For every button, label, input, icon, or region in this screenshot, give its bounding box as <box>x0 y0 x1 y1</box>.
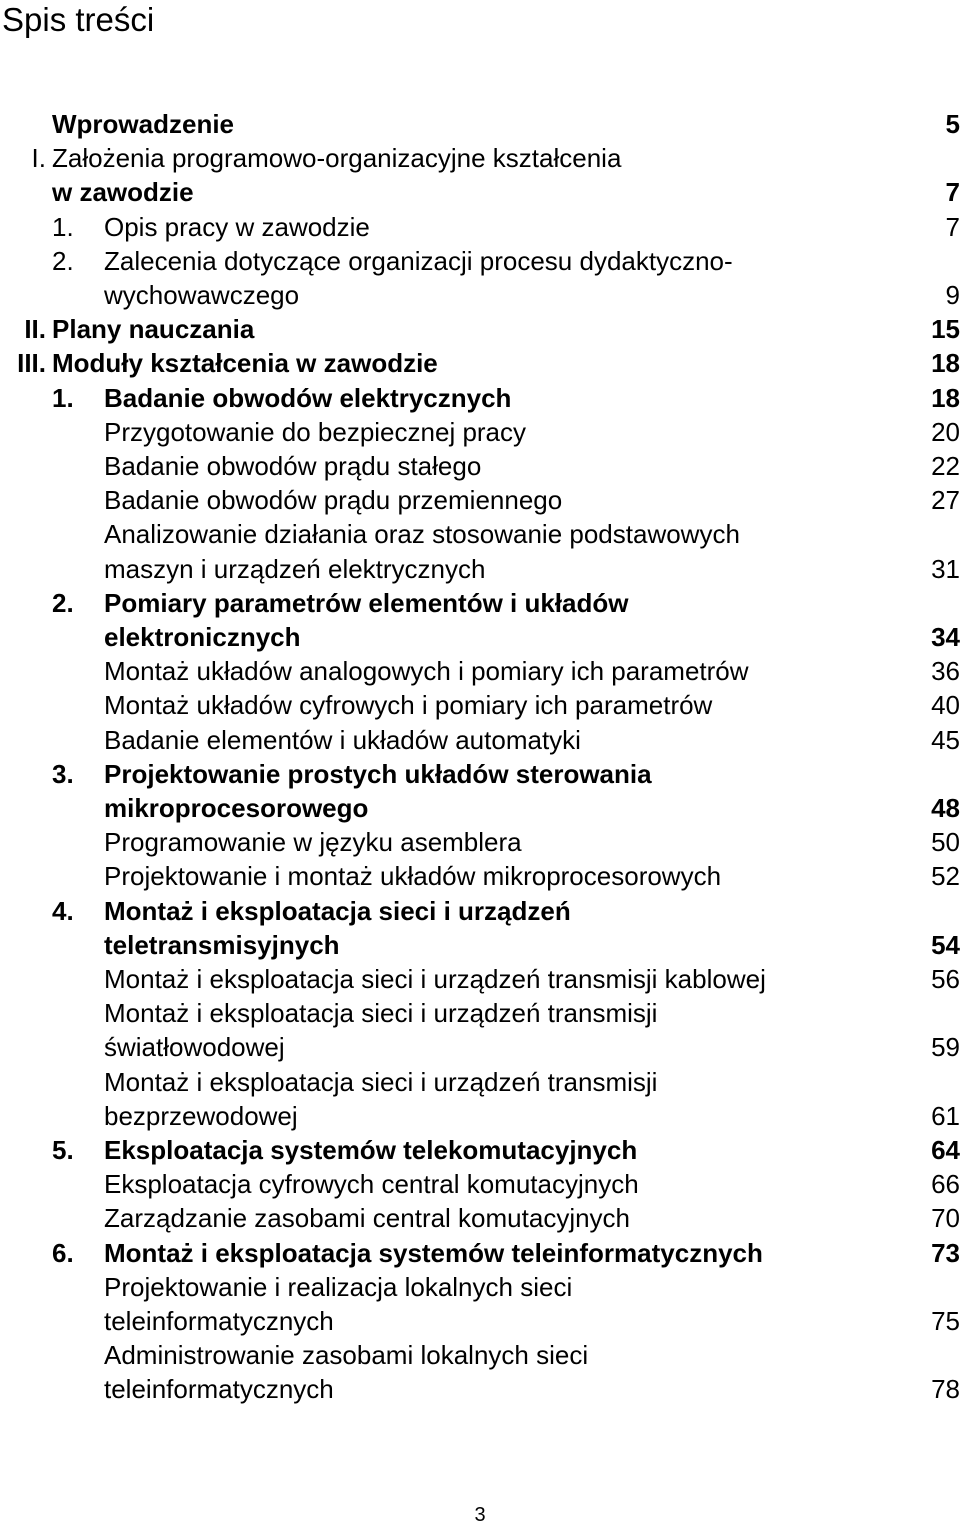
toc-entry-text: Moduły kształcenia w zawodzie <box>52 348 438 379</box>
toc-entry <box>0 654 960 688</box>
toc-entry-text: Zarządzanie zasobami central komutacyjnych <box>104 1203 631 1234</box>
toc-entry <box>0 825 960 859</box>
toc-entry-page: 73 <box>931 1237 960 1268</box>
toc-entry <box>0 483 960 517</box>
toc-entry-number: 4. <box>52 895 74 926</box>
toc-entry <box>0 996 960 1030</box>
toc-entry <box>0 688 960 722</box>
toc-entry-number: 1. <box>52 211 74 242</box>
toc-entry-text: Badanie obwodów prądu stałego <box>104 451 482 481</box>
toc-entry-number: 2. <box>52 587 74 618</box>
toc-entry-text: Projektowanie prostych układów sterowania <box>104 758 652 789</box>
toc-entry <box>0 962 960 996</box>
toc-entry-page: 56 <box>931 964 960 994</box>
toc-entry-page: 70 <box>931 1203 960 1234</box>
toc-entry <box>0 552 960 586</box>
toc-entry <box>0 1133 960 1167</box>
toc-entry <box>0 586 960 620</box>
toc-entry <box>0 415 960 449</box>
toc-entry-page: 15 <box>931 314 960 345</box>
toc-entry-number: 1. <box>52 382 74 413</box>
toc-entry-text: teletransmisyjnych <box>104 929 340 960</box>
toc-entry <box>0 517 960 551</box>
toc-entry-page: 61 <box>931 1100 960 1131</box>
toc-entry-text: Plany nauczania <box>52 314 255 345</box>
page-title: Spis treści <box>2 1 155 38</box>
toc-entry-page: 50 <box>931 827 960 858</box>
toc-entry-text: elektronicznych <box>104 622 301 652</box>
toc-entry-text: Badanie elementów i układów automatyki <box>104 724 581 755</box>
toc-entry <box>0 1099 960 1133</box>
toc-entry <box>0 141 960 175</box>
toc-entry-text: Analizowanie działania oraz stosowanie podstawowych <box>104 519 740 550</box>
toc-entry-text: w zawodzie <box>52 177 194 208</box>
toc-entry-text: Przygotowanie do bezpiecznej pracy <box>104 416 527 447</box>
toc-entry-text: teleinformatycznych <box>104 1306 334 1336</box>
toc-entry <box>0 312 960 346</box>
toc-entry-page: 54 <box>931 929 960 960</box>
toc-entry-number: 5. <box>52 1135 74 1165</box>
toc-entry <box>0 859 960 893</box>
toc-entry-page: 45 <box>931 724 960 755</box>
toc-entry-page: 18 <box>931 348 960 379</box>
toc-entry <box>0 346 960 380</box>
toc-entry <box>0 449 960 483</box>
toc-entry-text: Eksploatacja systemów telekomutacyjnych <box>104 1135 638 1165</box>
toc-entry-number: 6. <box>52 1237 74 1268</box>
toc-entry-page: 52 <box>931 861 960 892</box>
toc-entry-text: Montaż i eksploatacja sieci i urządzeń <box>104 895 571 926</box>
toc-entry-text: Zalecenia dotyczące organizacji procesu dydaktyczno- <box>104 245 733 276</box>
toc-entry-page: 31 <box>931 553 960 584</box>
toc-entry <box>0 1065 960 1099</box>
toc-entry <box>0 381 960 415</box>
toc-entry-number: II. <box>24 314 46 345</box>
toc-entry-page: 48 <box>931 793 960 823</box>
toc-entry-text: bezprzewodowej <box>104 1100 298 1131</box>
toc-entry <box>0 1236 960 1270</box>
toc-entry <box>0 175 960 209</box>
toc-entry <box>0 1304 960 1338</box>
toc-entry-text: Eksploatacja cyfrowych central komutacyjnych <box>104 1169 639 1200</box>
toc-entry <box>0 723 960 757</box>
toc-entry-page: 34 <box>931 622 960 652</box>
toc-entry-page: 22 <box>931 451 960 481</box>
toc-entry <box>0 1372 960 1406</box>
toc-entry-page: 7 <box>945 211 960 242</box>
toc-entry-page: 27 <box>931 485 960 516</box>
toc-entry-text: Montaż i eksploatacja systemów teleinformatycznych <box>104 1237 763 1268</box>
toc-entry <box>0 791 960 825</box>
toc-entry <box>0 1030 960 1064</box>
toc-entry <box>0 107 960 141</box>
toc-entry <box>0 928 960 962</box>
toc-entry-page: 7 <box>945 177 960 208</box>
toc-entry <box>0 757 960 791</box>
toc-entry <box>0 278 960 312</box>
toc-entry-page: 78 <box>931 1374 960 1405</box>
page-number: 3 <box>474 1504 486 1526</box>
toc-entry-page: 5 <box>945 109 960 139</box>
toc-entry <box>0 1167 960 1201</box>
toc-entry <box>0 1338 960 1372</box>
toc-entry <box>0 894 960 928</box>
toc-entry-text: Montaż i eksploatacja sieci i urządzeń transmisji <box>104 998 658 1029</box>
toc-entry-text: Montaż układów analogowych i pomiary ich parametrów <box>104 656 749 687</box>
toc-entry-text: teleinformatycznych <box>104 1374 334 1405</box>
toc-entry-text: Projektowanie i realizacja lokalnych sieci <box>104 1271 573 1302</box>
toc-entry-text: Montaż i eksploatacja sieci i urządzeń transmisji <box>104 1066 658 1097</box>
toc-entry <box>0 1270 960 1304</box>
toc-entry-text: Administrowanie zasobami lokalnych sieci <box>104 1340 589 1371</box>
toc-entry-page: 40 <box>931 690 960 721</box>
toc-entry-page: 64 <box>931 1135 960 1165</box>
toc-entry <box>0 244 960 278</box>
toc-entry <box>0 1201 960 1235</box>
toc-entry-number: 3. <box>52 758 74 789</box>
toc-entry-number: 2. <box>52 245 74 276</box>
toc-entry-text: Badanie obwodów elektrycznych <box>104 382 512 413</box>
toc-entry-number: I. <box>31 143 46 174</box>
toc-entry-page: 20 <box>931 416 960 447</box>
toc-entry-page: 36 <box>931 656 960 687</box>
toc-entry-text: Założenia programowo-organizacyjne kształcenia <box>52 143 622 174</box>
toc-entry-text: maszyn i urządzeń elektrycznych <box>104 553 486 584</box>
toc-entry <box>0 620 960 654</box>
toc-entry-text: Montaż i eksploatacja sieci i urządzeń transmisji kablowej <box>104 964 766 994</box>
toc-entry-text: Pomiary parametrów elementów i układów <box>104 587 629 618</box>
toc-entry-text: Montaż układów cyfrowych i pomiary ich parametrów <box>104 690 713 721</box>
toc-entry-text: światłowodowej <box>104 1032 285 1063</box>
toc-entry <box>0 210 960 244</box>
toc-entry-text: wychowawczego <box>104 280 300 310</box>
toc-entry-text: Opis pracy w zawodzie <box>104 211 370 242</box>
toc-entry-text: Projektowanie i montaż układów mikroprocesorowych <box>104 861 722 892</box>
toc-entry-text: Programowanie w języku asemblera <box>104 827 522 858</box>
toc-entry-page: 18 <box>931 382 960 413</box>
toc-entry-page: 59 <box>931 1032 960 1063</box>
toc-entry-number: III. <box>17 348 46 379</box>
toc-entry-page: 75 <box>931 1306 960 1336</box>
toc-entry-page: 9 <box>945 280 960 310</box>
toc-entry-page: 66 <box>931 1169 960 1200</box>
toc-entry-text: Badanie obwodów prądu przemiennego <box>104 485 563 516</box>
toc-entry-text: mikroprocesorowego <box>104 793 369 823</box>
toc-entry-text: Wprowadzenie <box>52 109 235 139</box>
